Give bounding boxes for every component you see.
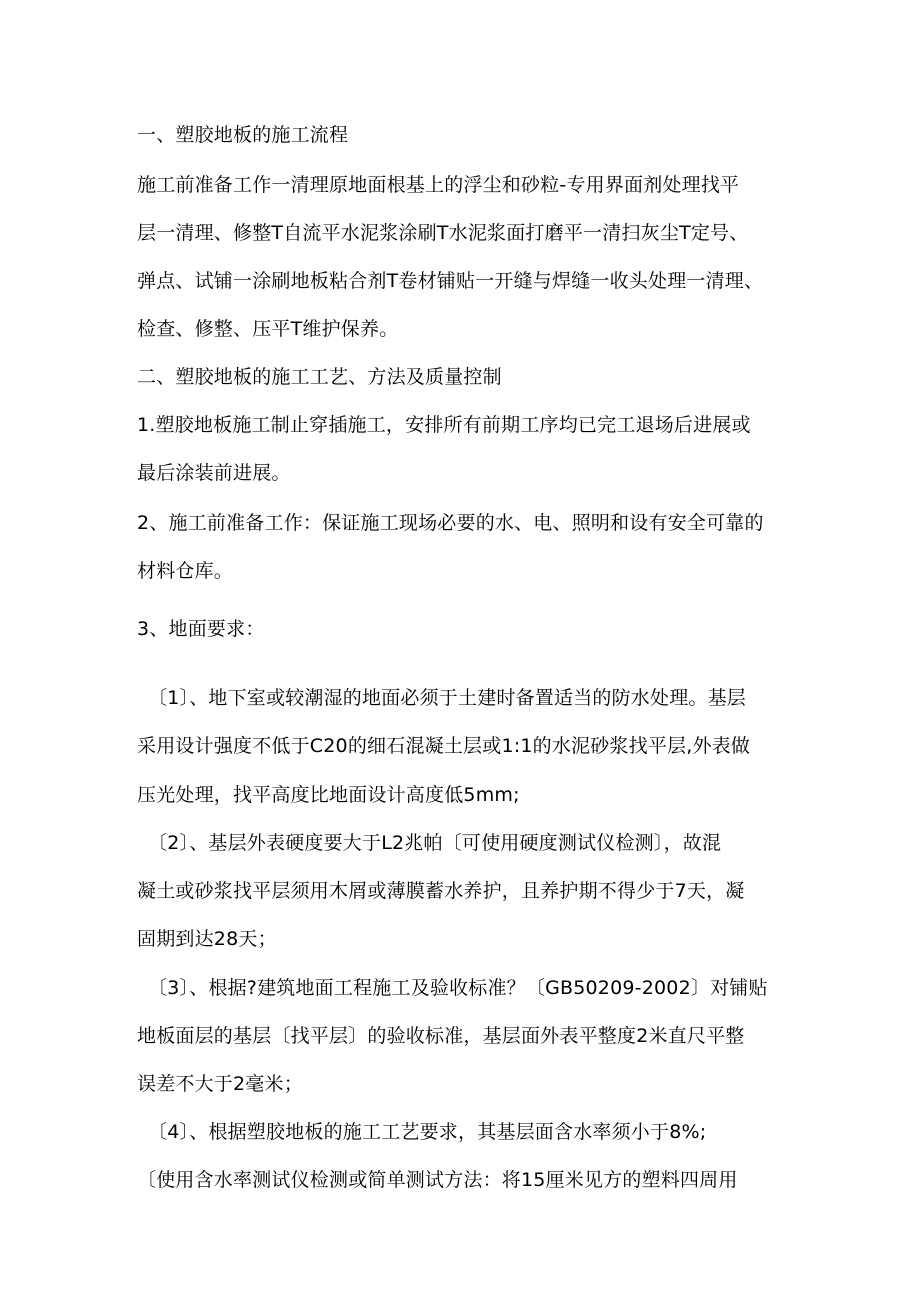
sub3-line-2: 地板面层的基层〔找平层〕的验收标准，基层面外表平整度2米直尺平整: [137, 1025, 745, 1047]
item3-heading: 3、地面要求：: [137, 618, 265, 640]
item2-line-2: 材料仓库。: [137, 560, 234, 582]
item2-line-1: 2、施工前准备工作：保证施工现场必要的水、电、照明和设有安全可靠的: [137, 512, 764, 534]
section1-line-2: 层一清理、修整T自流平水泥浆涂刷T水泥浆面打磨平一清扫灰尘T定号、: [137, 222, 749, 244]
sub1-line-2: 采用设计强度不低于C20的细石混凝土层或1:1的水泥砂浆找平层,外表做: [137, 735, 751, 757]
sub1-line-1: 〔1〕、地下室或较潮湿的地面必须于土建时备置适当的防水处理。基层: [148, 687, 746, 709]
sub3-line-3: 误差不大于2毫米；: [137, 1073, 303, 1095]
sub2-line-3: 固期到达28天；: [137, 928, 277, 950]
section1-line-4: 检查、修整、压平T维护保养。: [137, 318, 399, 340]
section-heading-2: 二、塑胶地板的施工工艺、方法及质量控制: [137, 366, 502, 388]
sub2-line-1: 〔2〕、基层外表硬度要大于L2兆帕〔可使用硬度测试仪检测〕，故混: [148, 832, 722, 854]
sub4-line-1: 〔4〕、根据塑胶地板的施工工艺要求，其基层面含水率须小于8%;: [148, 1121, 707, 1143]
section-heading-1: 一、塑胶地板的施工流程: [137, 124, 349, 146]
sub3-line-1: 〔3〕、根据?建筑地面工程施工及验收标准？〔GB50209-2002〕对铺贴: [148, 977, 768, 999]
section1-line-3: 弹点、试铺一涂刷地板粘合剂T卷材铺贴一开缝与焊缝一收头处理一清理、: [137, 270, 764, 292]
sub1-line-3: 压光处理，找平高度比地面设计高度低5mm;: [137, 784, 520, 806]
sub2-line-2: 凝土或砂浆找平层须用木屑或薄膜蓄水养护，且养护期不得少于7天，凝: [137, 880, 745, 902]
section1-line-1: 施工前准备工作一清理原地面根基上的浮尘和砂粒-专用界面剂处理找平: [137, 174, 740, 196]
item1-line-1: 1.塑胶地板施工制止穿插施工，安排所有前期工序均已完工退场后进展或: [137, 414, 751, 436]
sub4-line-2: 〔使用含水率测试仪检测或简单测试方法：将15厘米见方的塑料四周用: [137, 1169, 738, 1191]
item1-line-2: 最后涂装前进展。: [137, 462, 291, 484]
